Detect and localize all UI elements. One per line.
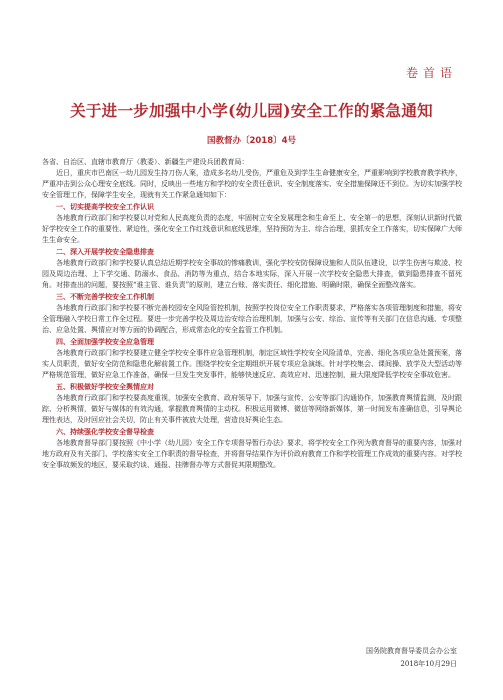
section-heading: 五、积极做好学校安全舆情应对 — [56, 383, 154, 391]
signature-org: 国务院教育督导委员会办公室 — [366, 647, 457, 655]
section-paragraph: 各地教育行政部门和学校要不断完善校园安全风险管控机制，按照学校岗位安全工作职责要求，严格落实各项管理制度和措施，将安全管理融入学校日常工作全过程。要进一步完善学校及周边治安综合治理机制，加强与公安、综治、宣传等有关部门在信息沟通、专项整治、应急处置、舆情应对等方面的协调配合，形成常态化的安全监管工作机制。 — [42, 304, 462, 334]
section-paragraph: 各地教育行政部门和学校要以对党和人民高度负责的态度，牢固树立安全发展理念和生命至上、安全第一的思想，深刻认识新时代做好学校安全工作的重要性、紧迫性，强化安全工作红线意识和底线思维，坚持预防为主、综合治理，狠抓安全工作落实，切实保障广大师生生命安全。 — [42, 214, 462, 244]
intro-paragraph: 近日，重庆市巴南区一幼儿园发生持刀伤人案，造成多名幼儿受伤，严重危及到学生生命健康安全，严重影响到学校教育教学秩序，严重冲击到公众心理安全底线。同时，反映出一些地方和学校的安全责任意识、安全制度落实、安全措施保障还不到位。为切实加强学校安全管理工作，保障学生安全，现就有关工作紧急通知如下： — [42, 169, 462, 199]
page-title: 关于进一步加强中小学(幼儿园)安全工作的紧急通知 — [70, 101, 433, 120]
document-body — [42, 157, 462, 471]
salutation: 各省、自治区、直辖市教育厅（教委）、新疆生产建设兵团教育局： — [42, 158, 249, 166]
document-number: 国教督办〔2018〕4号 — [206, 136, 297, 146]
section-paragraph: 各地教育行政部门和学校要认真总结近期学校安全事故的惨痛教训，强化学校安防保障设施和人员队伍建设，以学生伤害与欺凌、校园及周边治理、上下学交通、防溺水、食品、消防等为重点，结合本地实际，深入开展一次学校安全隐患大排查，做到隐患排查不留死角。对排查出的问题，要按照“谁主管、谁负责”的原则，建立台账、落实责任、细化措施、明确时限，确保全面整改落实。 — [42, 259, 462, 289]
section-heading: 一、切实提高学校安全工作认识 — [56, 203, 154, 211]
signature-block — [366, 645, 457, 671]
section-heading: 二、深入开展学校安全隐患排查 — [56, 248, 154, 256]
section-paragraph: 各地教育行政部门和学校要建立健全学校安全事件应急管理机制，制定区域性学校安全风险清单，完善、细化各项应急处置预案，落实人员职责，做好安全防范和隐患化解前置工作。围绕学校安全定期组织开展专项应急演练。针对学校集会、课间操、放学及大型活动等严格规范管理，做好应急工作准备，确保一旦发生突发事件，能够快速反应、高效应对、迅速控制，最大限度降低学校安全事故危害。 — [42, 349, 462, 379]
section-heading: 六、持续强化学校安全督导检查 — [56, 428, 154, 436]
section-heading: 四、全面加强学校安全应急管理 — [56, 338, 154, 346]
section-paragraph: 各地教育督导部门要按照《中小学（幼儿园）安全工作专项督导暂行办法》要求，将学校安全工作列为教育督导的重要内容，加强对地方政府及有关部门、学校落实安全工作职责的督导检查，并将督导结果作为评价政府教育工作和学校管理工作成效的重要内容。对学校安全事故频发的地区，要采取约谈、通报、挂牌督办等方式督促其限期整改。 — [42, 439, 462, 469]
signature-date: 2018年10月29日 — [400, 660, 457, 668]
section-paragraph: 各地教育行政部门和学校要高度重视，加强安全教育、政府领导下，加强与宣传、公安等部门沟通协作，加强教育舆情监测，及时跟踪、分析舆情，做好与媒体的有效沟通，掌握教育舆情的主动权。积极运用微博、微信等网络新媒体，第一时间发布准确信息，引导舆论理性表达，及时回应社会关切，防止有关事件被放大处理，营造良好舆论生态。 — [42, 394, 462, 424]
section-heading: 三、不断完善学校安全工作机制 — [56, 293, 154, 301]
column-tag: 卷首语 — [405, 66, 457, 80]
